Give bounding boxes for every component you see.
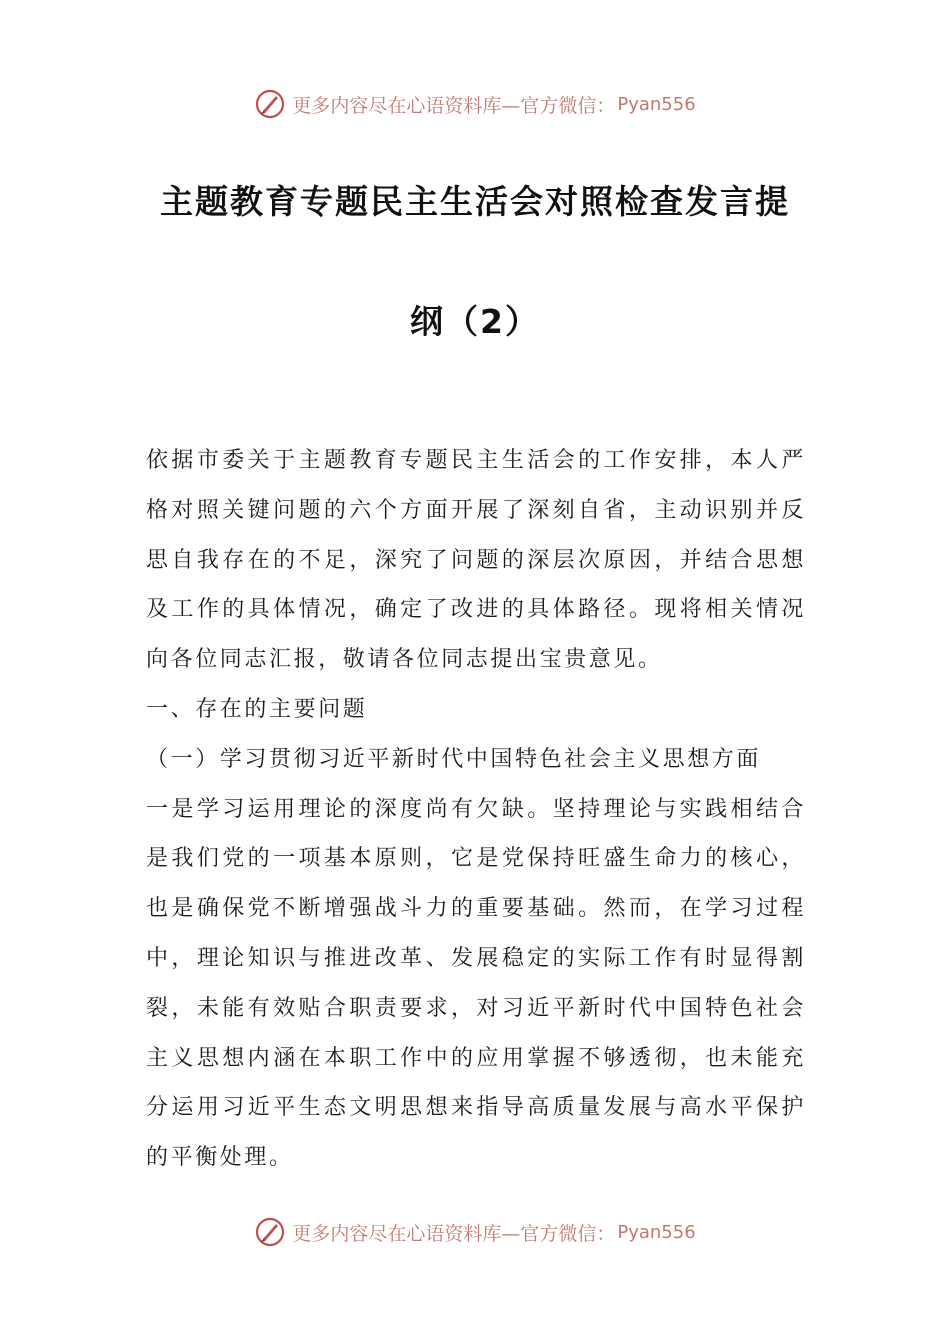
intro-paragraph: 依据市委关于主题教育专题民主生活会的工作安排，本人严格对照关键问题的六个方面开展了深刻自省，主动识别并反思自我存在的不足，深究了问题的深层次原因，并结合思想及工作的具体情况，确定了改进的具体路径。现将相关情况向各位同志汇报，敬请各位同志提出宝贵意见。 [146, 448, 806, 673]
watermark-wechat-id: Pyan556 [617, 93, 696, 115]
subsection-heading: （一）学习贯彻习近平新时代中国特色社会主义思想方面 [146, 746, 762, 772]
watermark-text: 更多内容尽在心语资料库—官方微信： [292, 94, 616, 117]
document-body [146, 436, 806, 1183]
point-paragraph: 一是学习运用理论的深度尚有欠缺。坚持理论与实践相结合是我们党的一项基本原则，它是党保持旺盛生命力的核心，也是确保党不断增强战斗力的重要基础。然而，在学习过程中，理论知识与推进改革、发展稳定的实际工作有时显得割裂，未能有效贴合职责要求，对习近平新时代中国特色社会主义思想内涵在本职工作中的应用掌握不够透彻，也未能充分运用习近平生态文明思想来指导高质量发展与高水平保护的平衡处理。 [146, 796, 806, 1171]
document-title-line-2: 纲（2） [410, 302, 540, 341]
quill-logo-icon [254, 88, 286, 120]
header-watermark [0, 82, 950, 126]
footer-watermark [0, 1210, 950, 1254]
section-heading: 一、存在的主要问题 [146, 696, 368, 722]
watermark-wechat-id: Pyan556 [617, 1221, 696, 1243]
quill-logo-icon [254, 1216, 286, 1248]
document-title-line-1: 主题教育专题民主生活会对照检查发言提 [160, 182, 790, 221]
watermark-text: 更多内容尽在心语资料库—官方微信： [292, 1222, 616, 1245]
